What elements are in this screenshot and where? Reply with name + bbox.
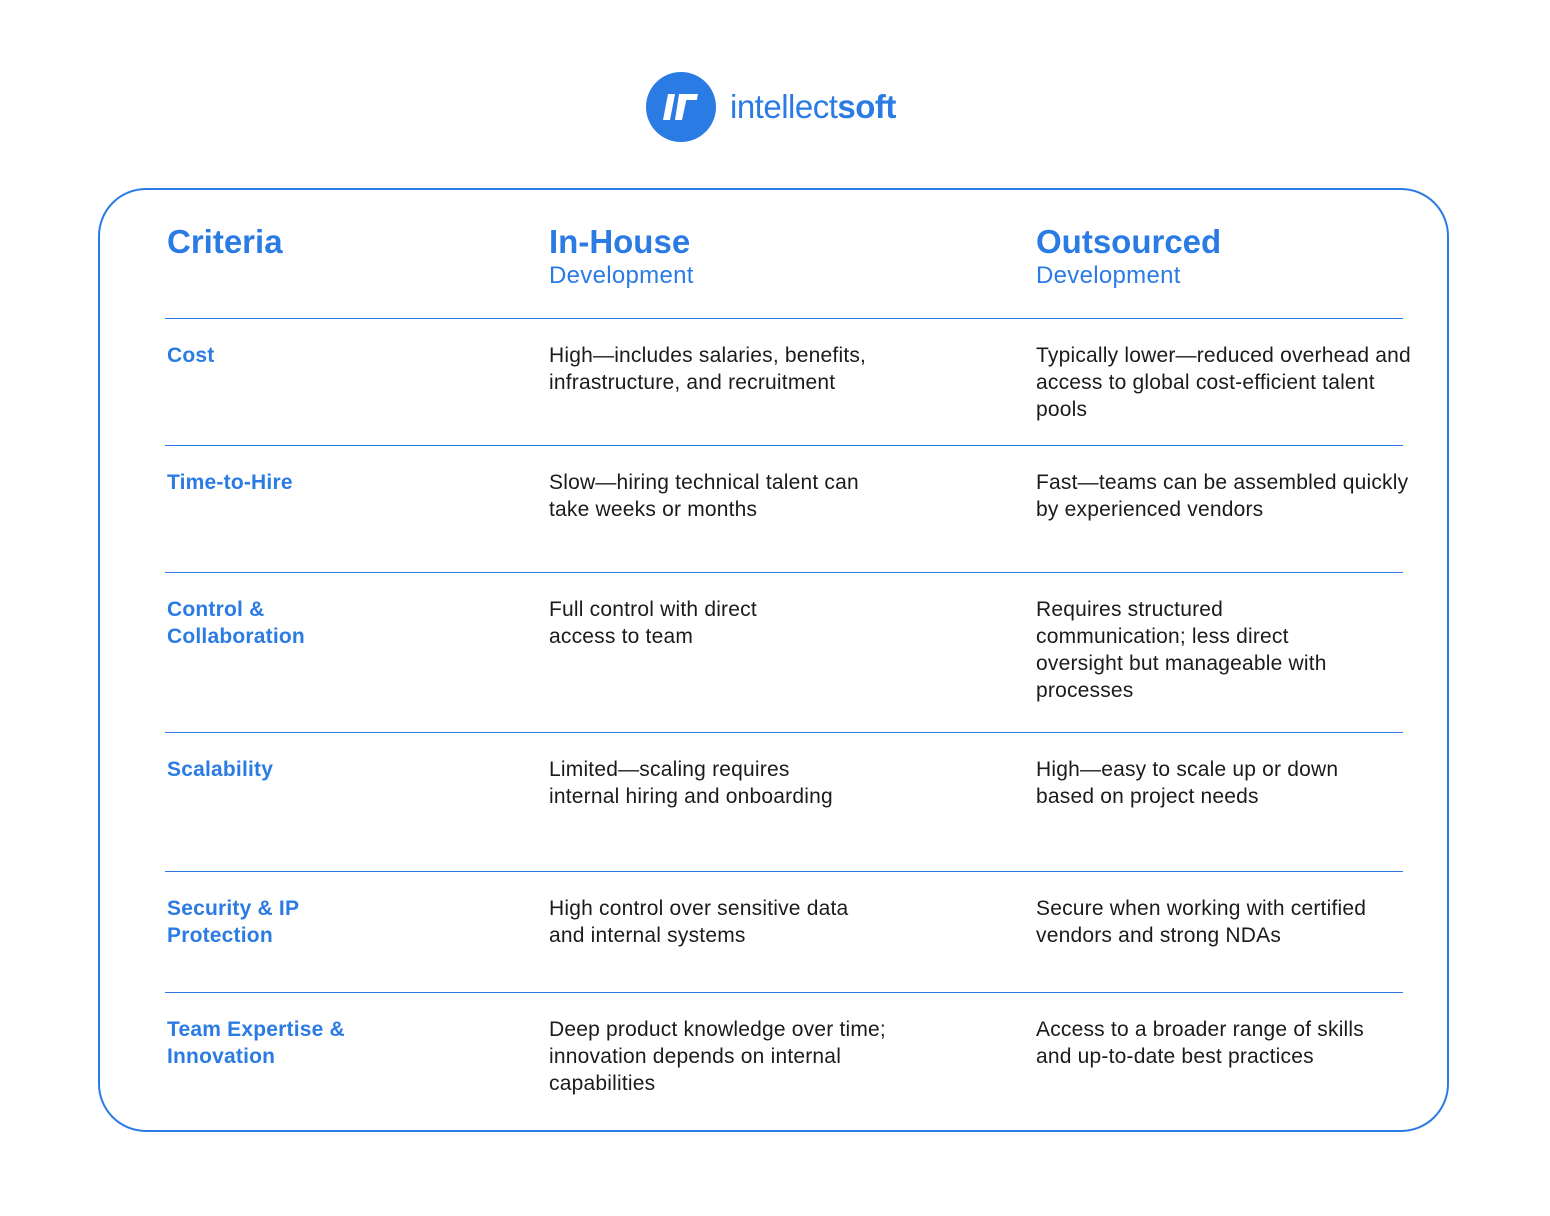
brand-logo: [646, 72, 896, 142]
header-outsourced-subtitle: Development: [1036, 262, 1181, 289]
inhouse-cost: High—includes salaries, benefits, infrastructure, and recruitment: [549, 344, 867, 394]
row-divider: [165, 445, 1403, 446]
criterion-security-ip: Security & IP Protection: [167, 897, 299, 947]
criterion-time-to-hire: Time-to-Hire: [167, 471, 293, 494]
header-outsourced: [1036, 222, 1221, 290]
row-divider: [165, 732, 1403, 733]
outsourced-cost: Typically lower—reduced overhead and access to global cost-efficient talent pools: [1036, 344, 1411, 421]
inhouse-security-ip: High control over sensitive data and internal systems: [549, 897, 849, 947]
row-divider: [165, 992, 1403, 993]
header-outsourced-title: Outsourced: [1036, 223, 1222, 260]
criterion-cost: Cost: [167, 344, 215, 367]
header-inhouse-subtitle: Development: [549, 262, 694, 289]
inhouse-scalability: Limited—scaling requires internal hiring and onboarding: [549, 758, 833, 808]
criterion-control-collaboration: Control & Collaboration: [167, 598, 305, 648]
inhouse-control-collaboration: Full control with direct access to team: [549, 598, 757, 648]
outsourced-control-collaboration: Requires structured communication; less direct oversight but manageable with processes: [1036, 598, 1327, 702]
outsourced-security-ip: Secure when working with certified vendors and strong NDAs: [1036, 897, 1367, 947]
criterion-scalability: Scalability: [167, 758, 274, 781]
row-divider: [165, 871, 1403, 872]
intellectsoft-logo-icon: [646, 72, 716, 142]
inhouse-team-expertise: Deep product knowledge over time; innovation depends on internal capabilities: [549, 1018, 886, 1095]
header-inhouse: [549, 222, 694, 290]
brand-name-bold: soft: [837, 88, 896, 125]
row-divider: [165, 318, 1403, 319]
header-inhouse-title: In-House: [549, 223, 691, 260]
criterion-team-expertise: Team Expertise & Innovation: [167, 1018, 345, 1068]
header-criteria: [167, 222, 283, 262]
outsourced-scalability: High—easy to scale up or down based on project needs: [1036, 758, 1339, 808]
brand-name-light: intellect: [730, 88, 838, 125]
header-criteria-title: Criteria: [167, 223, 283, 260]
outsourced-time-to-hire: Fast—teams can be assembled quickly by experienced vendors: [1036, 471, 1409, 521]
row-divider: [165, 572, 1403, 573]
brand-wordmark: [730, 88, 896, 126]
outsourced-team-expertise: Access to a broader range of skills and up-to-date best practices: [1036, 1018, 1364, 1068]
inhouse-time-to-hire: Slow—hiring technical talent can take weeks or months: [549, 471, 859, 521]
